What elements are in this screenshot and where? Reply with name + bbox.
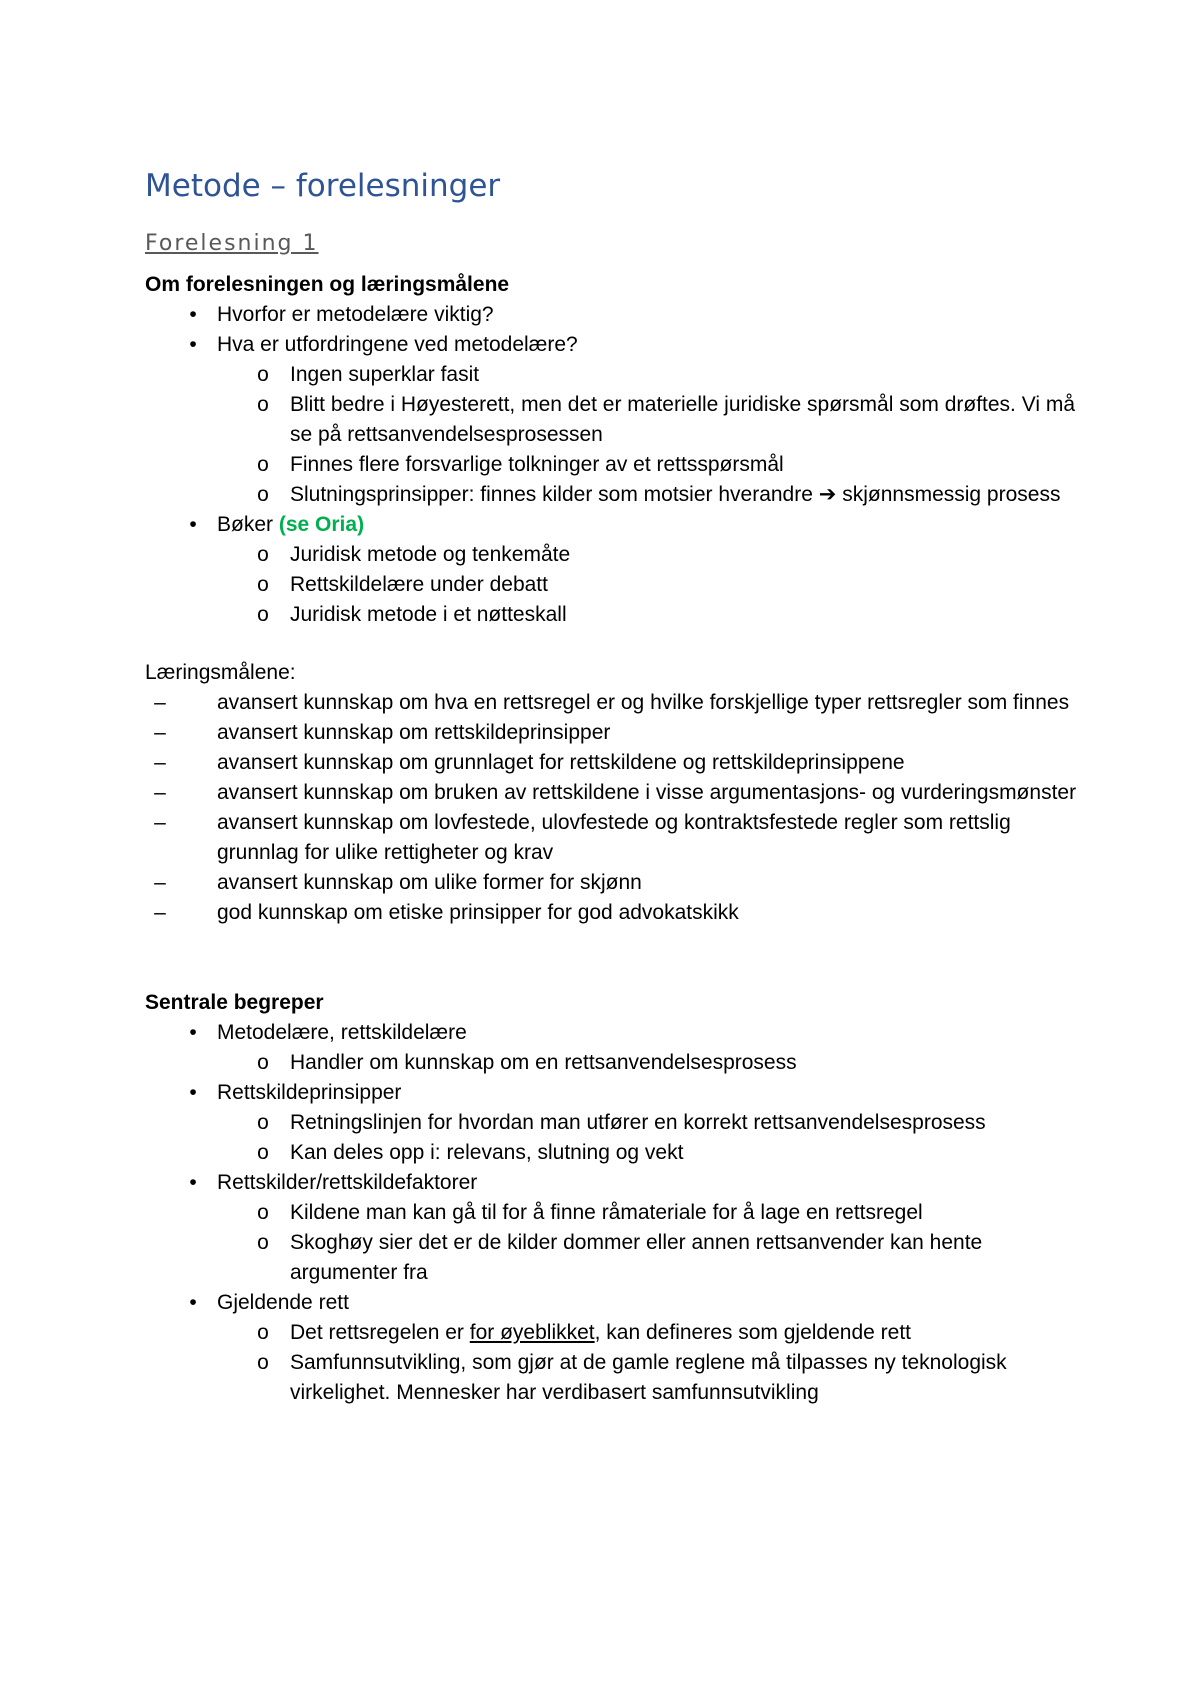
sub-list	[217, 540, 1085, 630]
document-title: Metode – forelesninger	[145, 168, 501, 204]
sub-list-item-text: Blitt bedre i Høyesterett, men det er materielle juridiske spørsmål som drøftes. Vi må se på rettsanvendelsesprosessen	[290, 393, 1076, 446]
list-item-text: Metodelære, rettskildelære	[217, 1021, 467, 1044]
list-item	[145, 688, 1085, 718]
list-item-text: Gjeldende rett	[217, 1291, 349, 1314]
bullet-dash: –	[154, 721, 166, 744]
sub-list-item	[145, 1048, 1085, 1078]
underlined-phrase: for øyeblikket	[469, 1321, 595, 1344]
concepts-list	[145, 1018, 1085, 1408]
list-item-text: Bøker	[217, 513, 274, 536]
sub-list-item	[145, 540, 1085, 570]
bullet-disc: •	[189, 1021, 197, 1044]
sub-list-item-text: Kildene man kan gå til for å finne råmateriale for å lage en rettsregel	[290, 1201, 923, 1224]
list-item-text: avansert kunnskap om ulike former for skjønn	[217, 871, 642, 894]
bullet-circle: o	[257, 1111, 269, 1134]
sub-list	[217, 1318, 1085, 1408]
sub-list-item	[145, 390, 1085, 450]
bullet-circle: o	[257, 393, 269, 416]
list-item	[145, 868, 1085, 898]
bullet-disc: •	[189, 1081, 197, 1104]
bullet-disc: •	[189, 513, 197, 536]
sub-list-item-text: Handler om kunnskap om en rettsanvendelsesprosess	[290, 1051, 797, 1074]
sub-list-item	[145, 480, 1085, 510]
bullet-disc: •	[189, 1171, 197, 1194]
sub-list-item	[145, 1198, 1085, 1228]
bullet-disc: •	[189, 1291, 197, 1314]
list-item	[145, 898, 1085, 928]
list-item	[145, 808, 1085, 868]
sub-list-item	[145, 1228, 1085, 1288]
sub-list-item-text: Ingen superklar fasit	[290, 363, 480, 386]
sub-list-item	[145, 1318, 1085, 1348]
bullet-circle: o	[257, 483, 269, 506]
sub-list-item-text: , kan defineres som gjeldende rett	[594, 1321, 911, 1344]
intro-list	[145, 300, 1085, 630]
bullet-circle: o	[257, 1201, 269, 1224]
sub-list-item-text: Samfunnsutvikling, som gjør at de gamle reglene må tilpasses ny teknologisk virkelighet. Mennesker har verdibasert samfunnsutvikling	[290, 1351, 1007, 1404]
bullet-circle: o	[257, 603, 269, 626]
list-item-text: Rettskilder/rettskildefaktorer	[217, 1171, 478, 1194]
sub-list-item-text: Kan deles opp i: relevans, slutning og vekt	[290, 1141, 684, 1164]
bullet-disc: •	[189, 303, 197, 326]
lecture-subtitle: Forelesning 1	[145, 231, 319, 256]
bullet-circle: o	[257, 453, 269, 476]
list-item	[145, 1078, 1085, 1168]
sub-list	[217, 1108, 1085, 1168]
bullet-circle: o	[257, 1231, 269, 1254]
list-item-text: Hva er utfordringene ved metodelære?	[217, 333, 578, 356]
oria-reference: (se Oria)	[278, 513, 365, 536]
bullet-circle: o	[257, 363, 269, 386]
sub-list-item	[145, 600, 1085, 630]
sub-list-item-text: Det rettsregelen er	[290, 1321, 464, 1344]
list-item-text: avansert kunnskap om bruken av rettskildene i visse argumentasjons- og vurderingsmønster	[217, 781, 1077, 804]
list-item-text: Hvorfor er metodelære viktig?	[217, 303, 494, 326]
bullet-dash: –	[154, 901, 166, 924]
sub-list-item-text: Juridisk metode og tenkemåte	[290, 543, 571, 566]
sub-list	[217, 1048, 1085, 1078]
sub-list	[217, 1198, 1085, 1288]
list-item	[145, 1288, 1085, 1408]
list-item	[145, 300, 1085, 330]
sub-list-item	[145, 1348, 1085, 1408]
list-item-text: avansert kunnskap om lovfestede, ulovfestede og kontraktsfestede regler som rettslig grunnlag for ulike rettigheter og krav	[217, 811, 1011, 864]
bullet-circle: o	[257, 1351, 269, 1374]
bullet-dash: –	[154, 781, 166, 804]
bullet-dash: –	[154, 691, 166, 714]
sub-list-item-text: skjønnsmessig prosess	[842, 483, 1061, 506]
sub-list-item-text: Finnes flere forsvarlige tolkninger av et rettsspørsmål	[290, 453, 784, 476]
sub-list-item-text: Retningslinjen for hvordan man utfører en korrekt rettsanvendelsesprosess	[290, 1111, 986, 1134]
list-item-text: Rettskildeprinsipper	[217, 1081, 402, 1104]
sub-list-item	[145, 1138, 1085, 1168]
sub-list-item-text: Juridisk metode i et nøtteskall	[290, 603, 567, 626]
bullet-circle: o	[257, 1051, 269, 1074]
sub-list	[217, 360, 1085, 510]
list-item	[145, 1018, 1085, 1078]
section-heading-concepts: Sentrale begreper	[145, 991, 324, 1014]
list-item	[145, 748, 1085, 778]
bullet-circle: o	[257, 543, 269, 566]
bullet-dash: –	[154, 871, 166, 894]
bullet-circle: o	[257, 573, 269, 596]
learning-goals-list	[145, 688, 1085, 928]
list-item	[145, 1168, 1085, 1288]
bullet-disc: •	[189, 333, 197, 356]
bullet-circle: o	[257, 1141, 269, 1164]
list-item-text: avansert kunnskap om hva en rettsregel er og hvilke forskjellige typer rettsregler som finnes	[217, 691, 1070, 714]
sub-list-item	[145, 1108, 1085, 1138]
sub-list-item	[145, 570, 1085, 600]
bullet-dash: –	[154, 811, 166, 834]
sub-list-item-text: Rettskildelære under debatt	[290, 573, 548, 596]
list-item	[145, 778, 1085, 808]
list-item-text: god kunnskap om etiske prinsipper for god advokatskikk	[217, 901, 739, 924]
document-content	[145, 160, 1085, 1408]
list-item-text: avansert kunnskap om rettskildeprinsipper	[217, 721, 611, 744]
list-item	[145, 330, 1085, 510]
bullet-circle: o	[257, 1321, 269, 1344]
arrow-right-icon: ➔	[818, 483, 837, 506]
list-item	[145, 510, 1085, 630]
sub-list-item	[145, 360, 1085, 390]
bullet-dash: –	[154, 751, 166, 774]
section-heading-intro: Om forelesningen og læringsmålene	[145, 273, 510, 296]
sub-list-item-text: Slutningsprinsipper: finnes kilder som motsier hverandre	[290, 483, 813, 506]
list-item	[145, 718, 1085, 748]
sub-list-item-text: Skoghøy sier det er de kilder dommer eller annen rettsanvender kan hente argumenter fra	[290, 1231, 983, 1284]
section-heading-learning-goals: Læringsmålene:	[145, 661, 296, 684]
sub-list-item	[145, 450, 1085, 480]
list-item-text: avansert kunnskap om grunnlaget for rettskildene og rettskildeprinsippene	[217, 751, 905, 774]
